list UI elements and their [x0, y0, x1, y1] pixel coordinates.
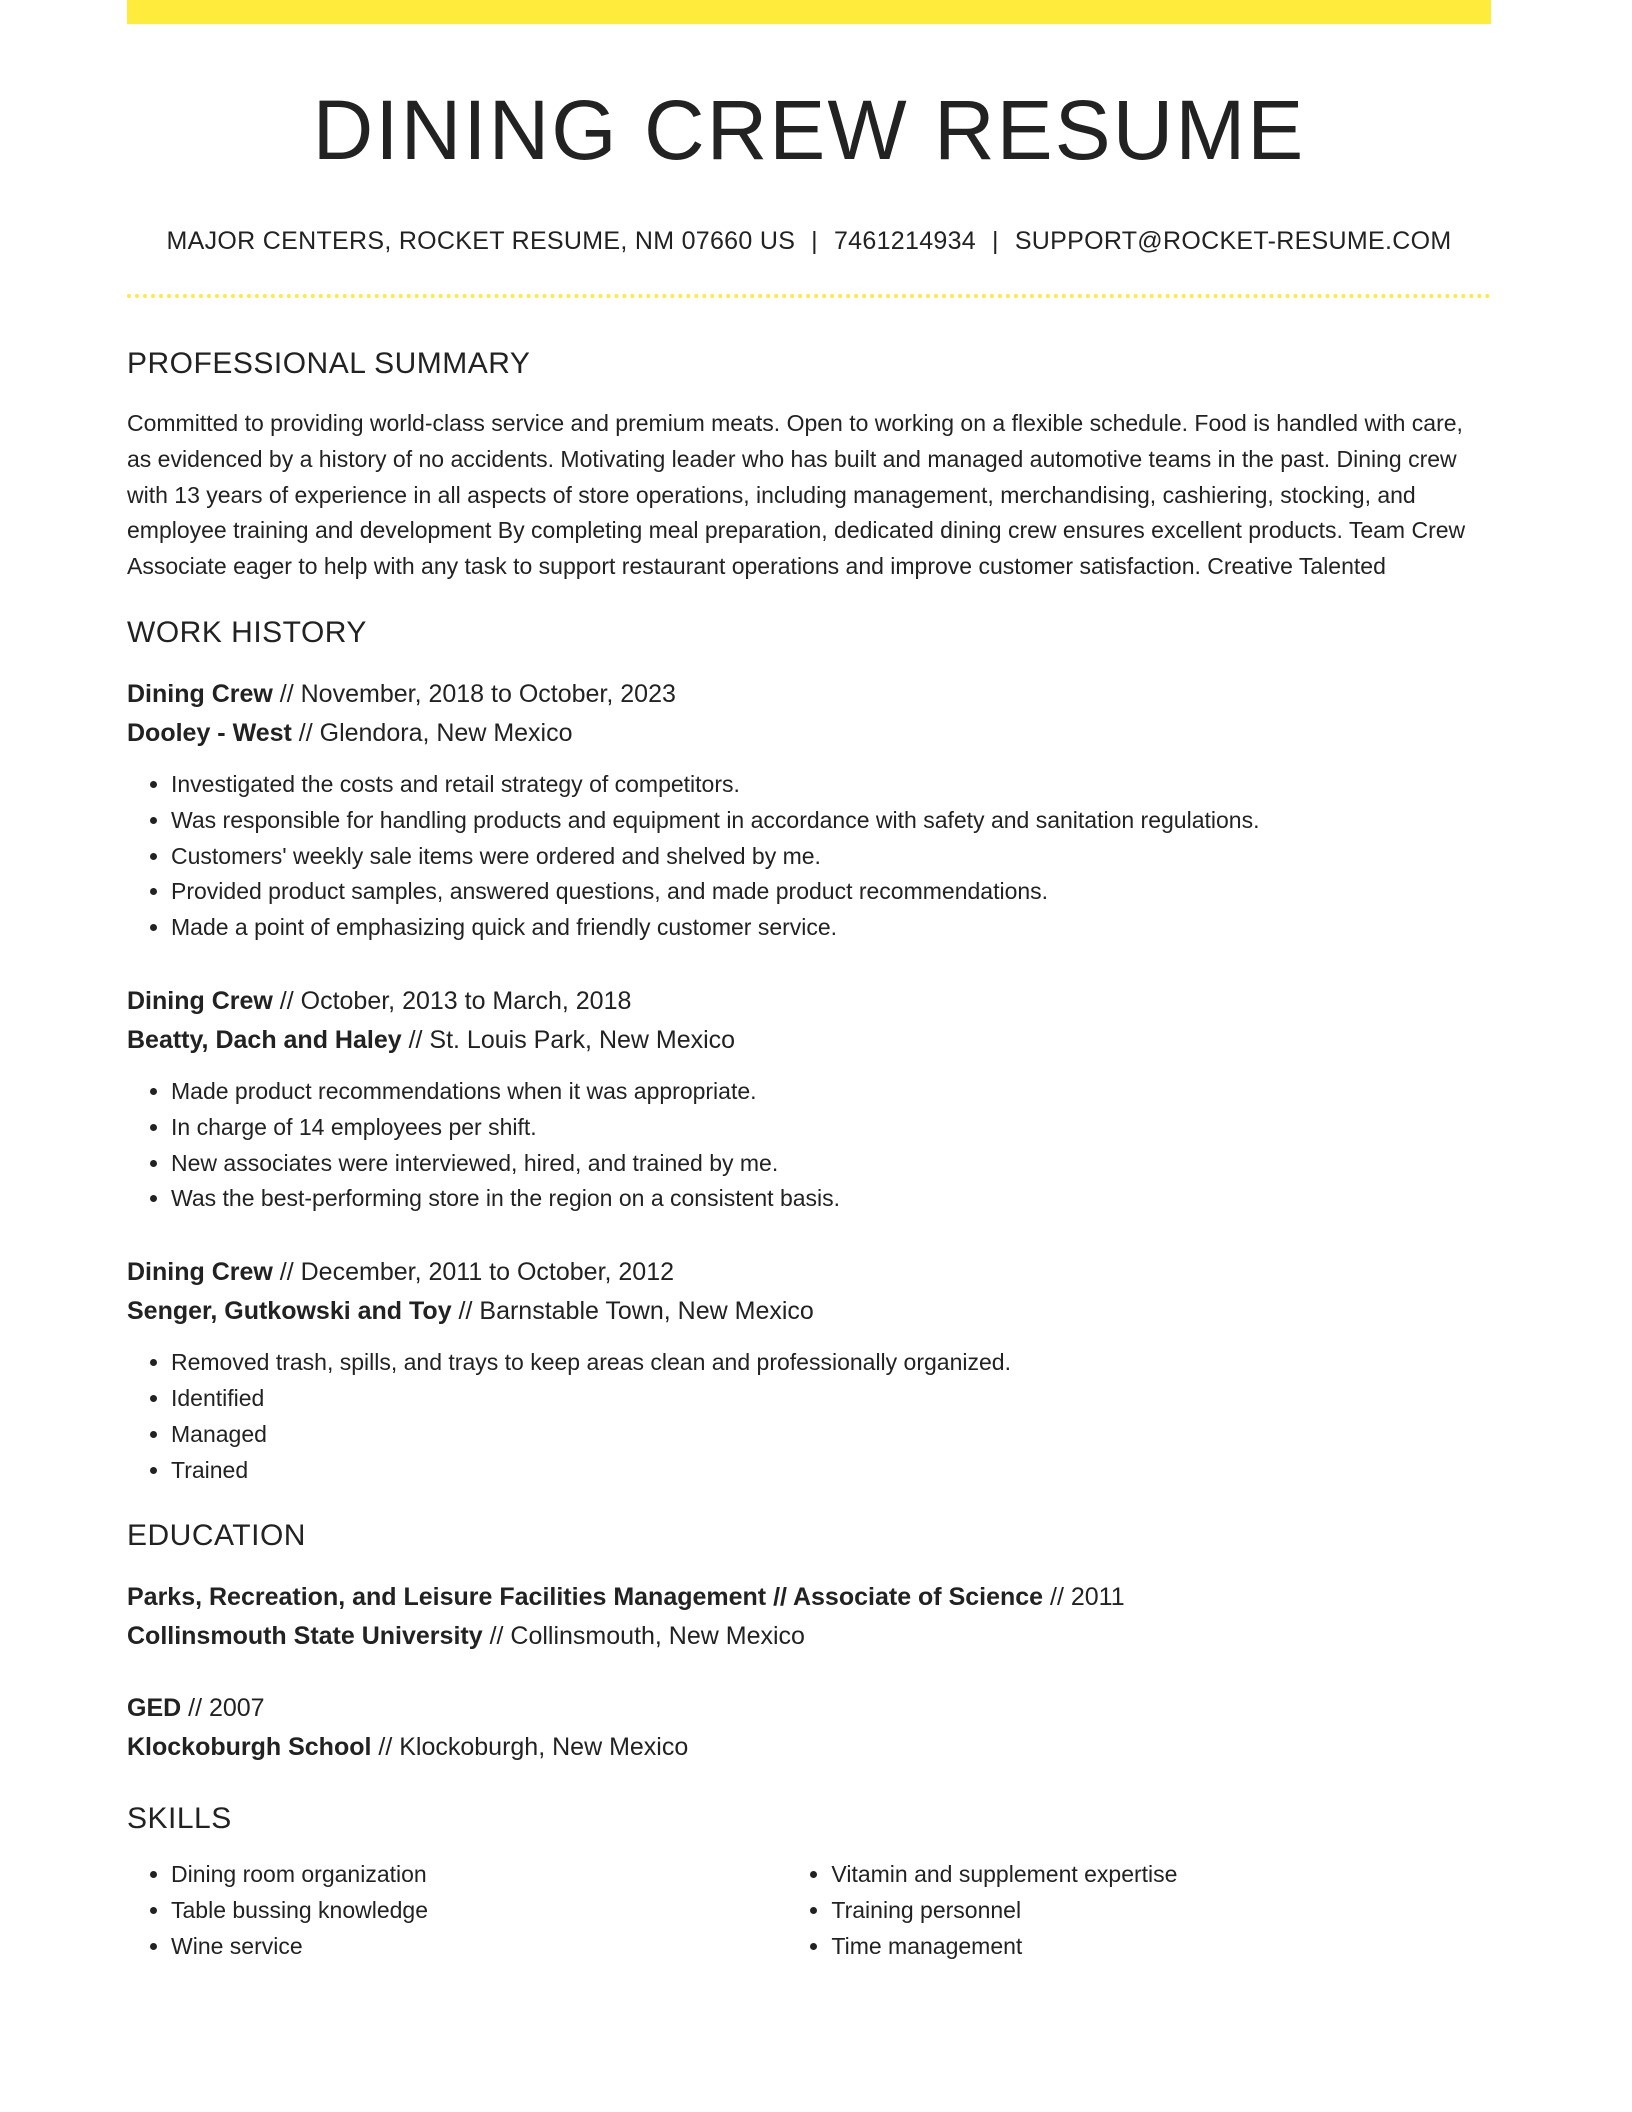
job-dates: // November, 2018 to October, 2023	[272, 679, 676, 708]
list-item: • Provided product samples, answered questions, and made product recommendations.	[171, 874, 1491, 910]
school: Klockoburgh School	[127, 1733, 372, 1762]
list-item: • Dining room organization	[171, 1857, 787, 1893]
school-location: // Klockoburgh, New Mexico	[371, 1733, 689, 1762]
summary-heading: PROFESSIONAL SUMMARY	[127, 347, 531, 380]
dotted-divider	[127, 294, 1491, 298]
job-location: // Glendora, New Mexico	[291, 718, 573, 747]
list-item: • Table bussing knowledge	[171, 1893, 787, 1929]
resume-page	[127, 0, 1491, 1965]
job-dates: // December, 2011 to October, 2012	[272, 1258, 675, 1287]
job-entry	[127, 1253, 1491, 1488]
job-employer-line	[127, 714, 1491, 753]
list-item: • Training personnel	[831, 1893, 1491, 1929]
school-location: // Collinsmouth, New Mexico	[482, 1622, 805, 1651]
job-location: // St. Louis Park, New Mexico	[401, 1025, 736, 1054]
skills-heading: SKILLS	[127, 1802, 232, 1836]
skills-list-left	[127, 1857, 787, 1964]
contact-phone: 7461214934	[833, 227, 977, 255]
contact-address: MAJOR CENTERS, ROCKET RESUME, NM 07660 US	[166, 227, 796, 255]
list-item: • Removed trash, spills, and trays to keep areas clean and professionally organized.	[171, 1345, 1491, 1381]
school-line	[127, 1617, 1491, 1656]
job-bullets	[127, 1345, 1491, 1488]
list-item: • Was responsible for handling products and equipment in accordance with safety and sanitation regulations.	[171, 803, 1491, 839]
list-item: • Managed	[171, 1417, 1491, 1453]
list-item: • In charge of 14 employees per shift.	[171, 1110, 1491, 1146]
school: Collinsmouth State University	[127, 1622, 483, 1651]
job-employer: Senger, Gutkowski and Toy	[127, 1297, 452, 1326]
work-history-heading: WORK HISTORY	[127, 615, 367, 649]
job-role: Dining Crew	[127, 986, 273, 1015]
job-title-line	[127, 675, 1491, 714]
job-dates: // October, 2013 to March, 2018	[272, 986, 632, 1015]
list-item: • New associates were interviewed, hired, and trained by me.	[171, 1146, 1491, 1182]
job-employer: Beatty, Dach and Haley	[127, 1025, 402, 1054]
job-title-line	[127, 1253, 1491, 1292]
school-line	[127, 1728, 1491, 1767]
contact-email: SUPPORT@ROCKET-RESUME.COM	[1014, 227, 1452, 255]
list-item: • Investigated the costs and retail strategy of competitors.	[171, 767, 1491, 803]
degree-line	[127, 1689, 1491, 1728]
list-item: • Was the best-performing store in the region on a consistent basis.	[171, 1181, 1491, 1217]
job-entry	[127, 675, 1491, 946]
degree-year: // 2011	[1043, 1583, 1125, 1612]
job-title-line	[127, 982, 1491, 1021]
degree-year: // 2007	[181, 1694, 265, 1723]
education-heading: EDUCATION	[127, 1519, 306, 1553]
list-item: • Vitamin and supplement expertise	[831, 1857, 1491, 1893]
list-item: • Time management	[831, 1929, 1491, 1965]
degree: Parks, Recreation, and Leisure Facilities Management // Associate of Science	[127, 1583, 1044, 1612]
resume-title: DINING CREW RESUME	[312, 83, 1306, 177]
top-accent-bar	[127, 0, 1491, 24]
list-item: • Wine service	[171, 1929, 787, 1965]
job-employer-line	[127, 1292, 1491, 1331]
job-location: // Barnstable Town, New Mexico	[451, 1297, 814, 1326]
contact-separator: |	[992, 227, 999, 255]
list-item: • Made a point of emphasizing quick and friendly customer service.	[171, 910, 1491, 946]
skills-list-right	[787, 1857, 1491, 1964]
job-role: Dining Crew	[127, 1258, 273, 1287]
job-employer-line	[127, 1021, 1491, 1060]
contact-line	[127, 226, 1491, 256]
list-item: • Identified	[171, 1381, 1491, 1417]
list-item: • Made product recommendations when it was appropriate.	[171, 1074, 1491, 1110]
job-bullets	[127, 767, 1491, 946]
education-entry	[127, 1689, 1491, 1767]
contact-separator: |	[811, 227, 818, 255]
degree-line	[127, 1578, 1491, 1617]
education-entry	[127, 1578, 1491, 1656]
summary-text: Committed to providing world-class service and premium meats. Open to working on a flexible schedule. Food is handled with care, as evidenced by a history of no accidents. Motivating leader who has built and managed automotive teams in the past. Dining crew with 13 years of experience in all aspects of store operations, including management, merchandising, cashiering, stocking, and employee training and development By completing meal preparation, dedicated dining crew ensures excellent products. Team Crew Associate eager to help with any task to support restaurant operations and improve customer satisfaction. Creative Talented	[127, 410, 1466, 580]
job-bullets	[127, 1074, 1491, 1217]
list-item: • Trained	[171, 1453, 1491, 1489]
degree: GED	[127, 1694, 182, 1723]
job-role: Dining Crew	[127, 679, 273, 708]
job-employer: Dooley - West	[127, 718, 292, 747]
list-item: • Customers' weekly sale items were ordered and shelved by me.	[171, 839, 1491, 875]
job-entry	[127, 982, 1491, 1217]
skills-columns	[127, 1857, 1491, 1964]
